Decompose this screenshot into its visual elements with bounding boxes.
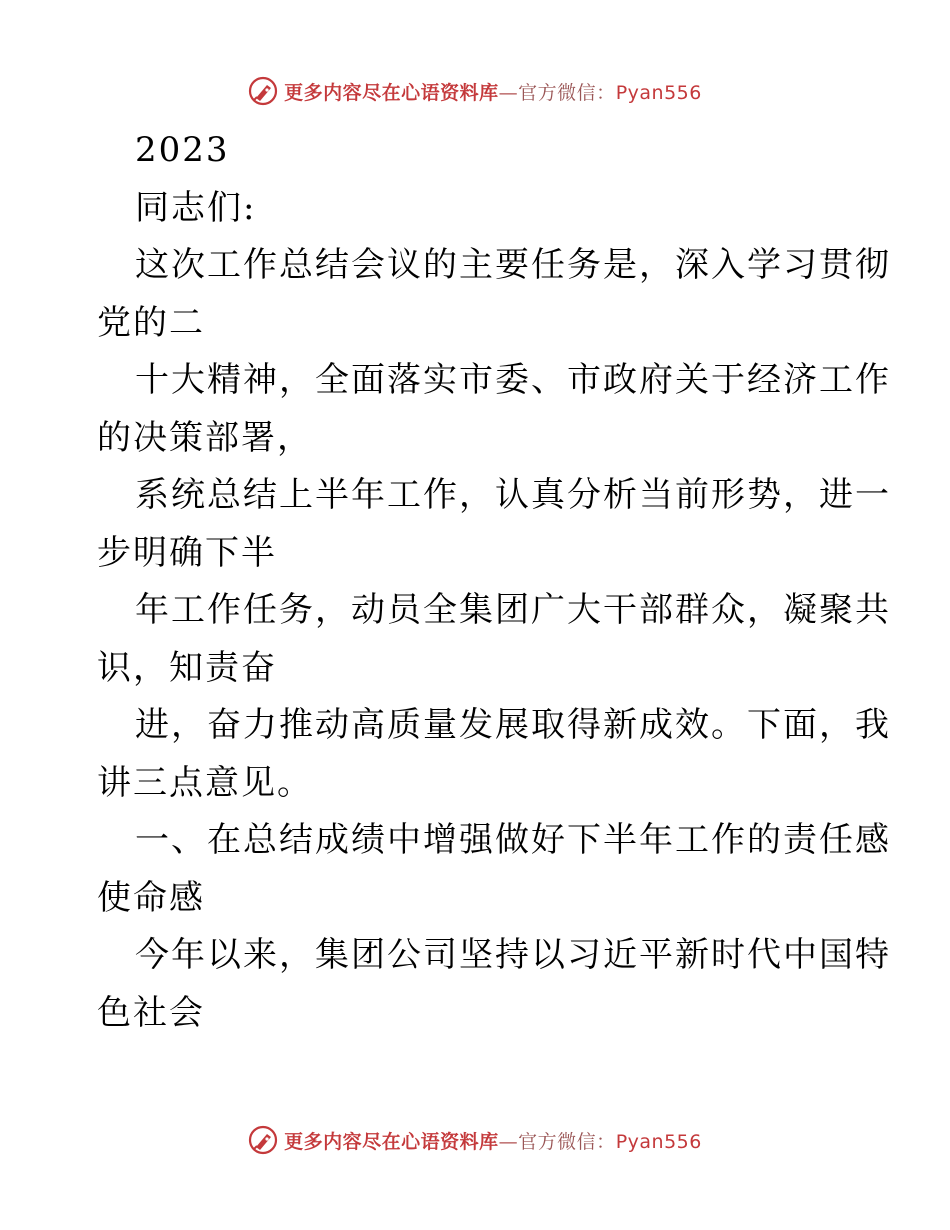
doc-line: 这次工作总结会议的主要任务是，深入学习贯彻 [135,245,891,285]
watermark-separator: — [498,1130,519,1153]
doc-line: 的决策部署， [97,417,313,458]
doc-line-year: 2023 [135,130,230,170]
watermark-wechat-id: Pyan556 [615,1130,702,1153]
header-watermark [0,71,950,111]
doc-line: 系统总结上半年工作，认真分析当前形势，进一 [135,475,891,515]
pen-nib-logo-icon [248,1125,278,1155]
watermark-wechat-id: Pyan556 [615,81,702,104]
doc-line: 年工作任务，动员全集团广大干部群众，凝聚共 [135,590,891,630]
doc-line-salutation: 同志们: [135,187,257,228]
doc-line: 色社会 [97,992,205,1033]
watermark-brand: 更多内容尽在心语资料库 [284,81,499,104]
watermark-text [284,78,702,105]
doc-line: 讲三点意见。 [97,762,313,803]
watermark-suffix: 官方微信： [518,1130,616,1153]
section-heading-1: 一、在总结成绩中增强做好下半年工作的责任感 [135,820,891,860]
doc-line: 十大精神，全面落实市委、市政府关于经济工作 [135,360,891,400]
section-heading-1-cont: 使命感 [97,877,205,918]
doc-line: 今年以来，集团公司坚持以习近平新时代中国特 [135,935,891,975]
doc-line: 识，知责奋 [97,647,277,688]
watermark-separator: — [498,81,519,104]
doc-line: 步明确下半 [97,532,277,573]
watermark-text [284,1127,702,1154]
doc-line: 进，奋力推动高质量发展取得新成效。下面，我 [135,705,891,745]
watermark-suffix: 官方微信： [518,81,616,104]
footer-watermark [0,1120,950,1160]
watermark-brand: 更多内容尽在心语资料库 [284,1130,499,1153]
pen-nib-logo-icon [248,76,278,106]
doc-line: 党的二 [97,302,205,343]
document-body [97,122,891,1042]
